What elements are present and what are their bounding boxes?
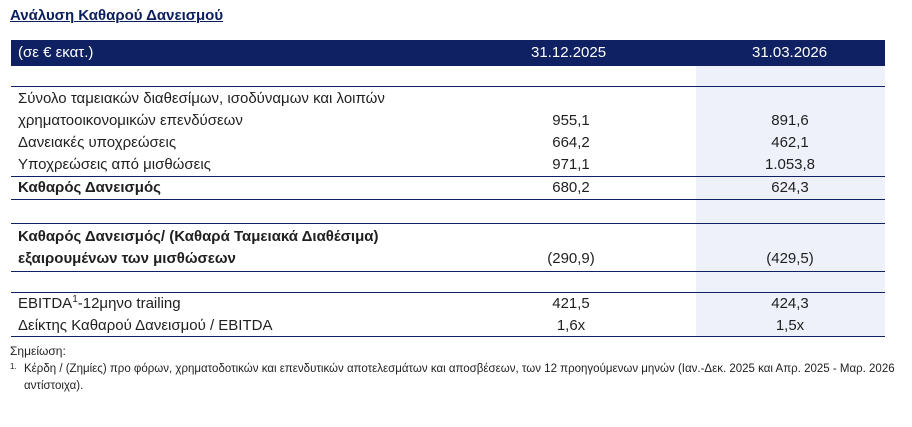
footnote-number: 1. [10,362,17,371]
row-label: Υποχρεώσεις από μισθώσεις [18,156,211,173]
cell-value: (429,5) [766,250,814,267]
cell-value: (290,9) [547,250,595,267]
notes-section [10,344,905,395]
divider [11,199,885,200]
cell-value: 1,5x [775,317,805,334]
cell-value: 955,1 [552,112,590,129]
page-title: Ανάλυση Καθαρού Δανεισμού [10,7,224,24]
row-label: χρηματοοικονομικών επενδύσεων [18,112,243,129]
row-label: Σύνολο ταμειακών διαθεσίμων, ισοδύναμων και λοιπών [18,90,385,107]
net-debt-table [11,40,885,335]
divider [11,86,885,87]
table-row [11,315,885,337]
divider [11,271,885,272]
footnote-text: Κέρδη / (Ζημίες) προ φόρων, χρηματοδοτικών και επενδυτικών αποτελεσμάτων και αποσβέσεων, των 12 προηγούμενων μηνών (Ιαν.-Δεκ. 2025 και Απρ. 2025 - Μαρ. 2026 αντίστοιχα). [24,363,895,392]
row-label: Καθαρός Δανεισμός/ (Καθαρά Ταμειακά Διαθέσιμα) [18,228,379,245]
row-label: εξαιρουμένων των μισθώσεων [18,250,236,267]
col-header-2026: 31.03.2026 [752,44,828,61]
row-label: Δείκτης Καθαρού Δανεισμού / EBITDA [18,317,273,334]
row-label: Δανειακές υποχρεώσεις [18,134,177,151]
cell-value: 971,1 [552,156,590,173]
cell-value: 421,5 [552,295,590,312]
cell-value: 624,3 [771,179,809,196]
footnote-marker: 1 [72,294,78,305]
table-row [11,226,885,248]
notes-heading: Σημείωση: [10,344,66,358]
unit-header: (σε € εκατ.) [18,44,94,61]
cell-value: 891,6 [771,112,809,129]
cell-value: 664,2 [552,134,590,151]
row-label: EBITDA$^1$-12μηνο trailing [18,294,181,312]
footnote [10,361,905,395]
table-row [11,293,885,315]
table-row-total [11,177,885,199]
table-header [11,40,885,66]
table-row [11,88,885,110]
cell-value: 424,3 [771,295,809,312]
table-row [11,154,885,176]
divider [11,223,885,224]
cell-value: 1.053,8 [764,156,816,173]
divider [11,336,885,337]
cell-value: 1,6x [556,317,586,334]
cell-value: 462,1 [771,134,809,151]
table-row [11,110,885,132]
col-header-2025: 31.12.2025 [531,44,607,61]
table-row [11,132,885,154]
table-row [11,248,885,270]
cell-value: 680,2 [552,179,590,196]
row-label: Καθαρός Δανεισμός [18,179,161,196]
